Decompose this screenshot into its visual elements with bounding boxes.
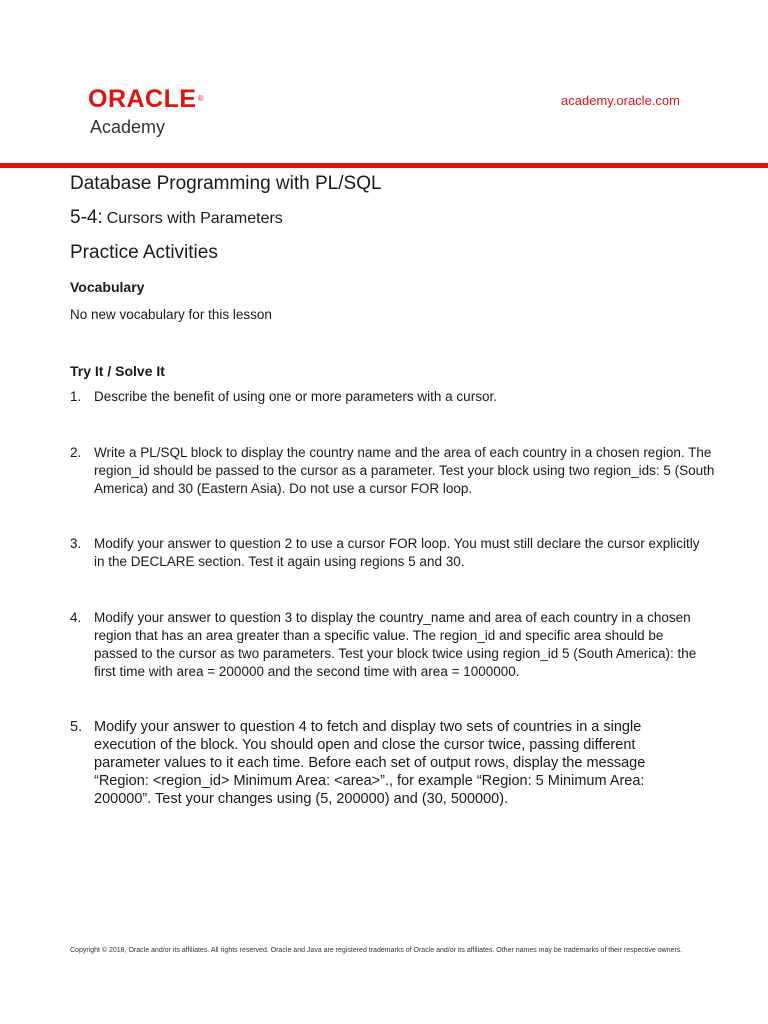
question-3 — [70, 535, 710, 571]
question-text: Describe the benefit of using one or more parameters with a cursor. — [94, 389, 497, 404]
question-4 — [70, 609, 710, 681]
copyright-footer: Copyright © 2018, Oracle and/or its affiliates. All rights reserved. Oracle and Java are registered trademarks of Oracle and/or its affiliates. Other names may be trademarks of their respective owners. — [70, 947, 683, 954]
lesson-title: Cursors with Parameters — [106, 210, 283, 227]
header-divider — [0, 163, 768, 168]
course-title: Database Programming with PL/SQL — [70, 173, 382, 194]
lesson-heading — [70, 207, 283, 229]
question-text: Write a PL/SQL block to display the country name and the area of each country in a chosen region. The region_id should be passed to the cursor as a parameter. Test your block using two region_ids: 5 (South America) and 30 (Eastern Asia). Do not use a cursor FOR loop. — [94, 445, 715, 496]
question-number: 3. — [70, 536, 82, 551]
question-number: 1. — [70, 389, 82, 404]
question-text: Modify your answer to question 3 to display the country_name and area of each country in a chosen region that has an area greater than a specific value. The region_id and specific area should be passed to the cursor as two parameters. Test your block twice using region_id 5 (South America): the first time with area = 200000 and the second time with area = 1000000. — [94, 610, 697, 679]
vocabulary-text: No new vocabulary for this lesson — [70, 307, 272, 322]
section-title: Practice Activities — [70, 242, 218, 263]
question-2 — [70, 444, 715, 498]
try-it-heading: Try It / Solve It — [70, 363, 165, 379]
oracle-academy-logo — [88, 86, 204, 138]
question-number: 5. — [70, 719, 83, 735]
question-1 — [70, 388, 710, 406]
site-link[interactable]: academy.oracle.com — [561, 93, 680, 108]
logo-brand: ORACLE® — [88, 85, 204, 113]
logo-subtitle: Academy — [90, 117, 166, 137]
question-number: 2. — [70, 445, 82, 460]
question-text: Modify your answer to question 4 to fetch and display two sets of countries in a single execution of the block. You should open and close the cursor twice, passing different parameter values to it each time. Before each set of output rows, display the message “Region: <region_id> Minimum Area: <area>”., for example “Region: 5 Minimum Area: 200000”. Test your changes using (5, 200000) and (30, 500000). — [94, 719, 646, 807]
question-text: Modify your answer to question 2 to use a cursor FOR loop. You must still declare the cursor explicitly in the DECLARE section. Test it again using regions 5 and 30. — [94, 536, 700, 569]
vocabulary-heading: Vocabulary — [70, 279, 145, 295]
lesson-number: 5-4: — [70, 207, 103, 228]
question-number: 4. — [70, 610, 82, 625]
question-5 — [70, 718, 690, 808]
